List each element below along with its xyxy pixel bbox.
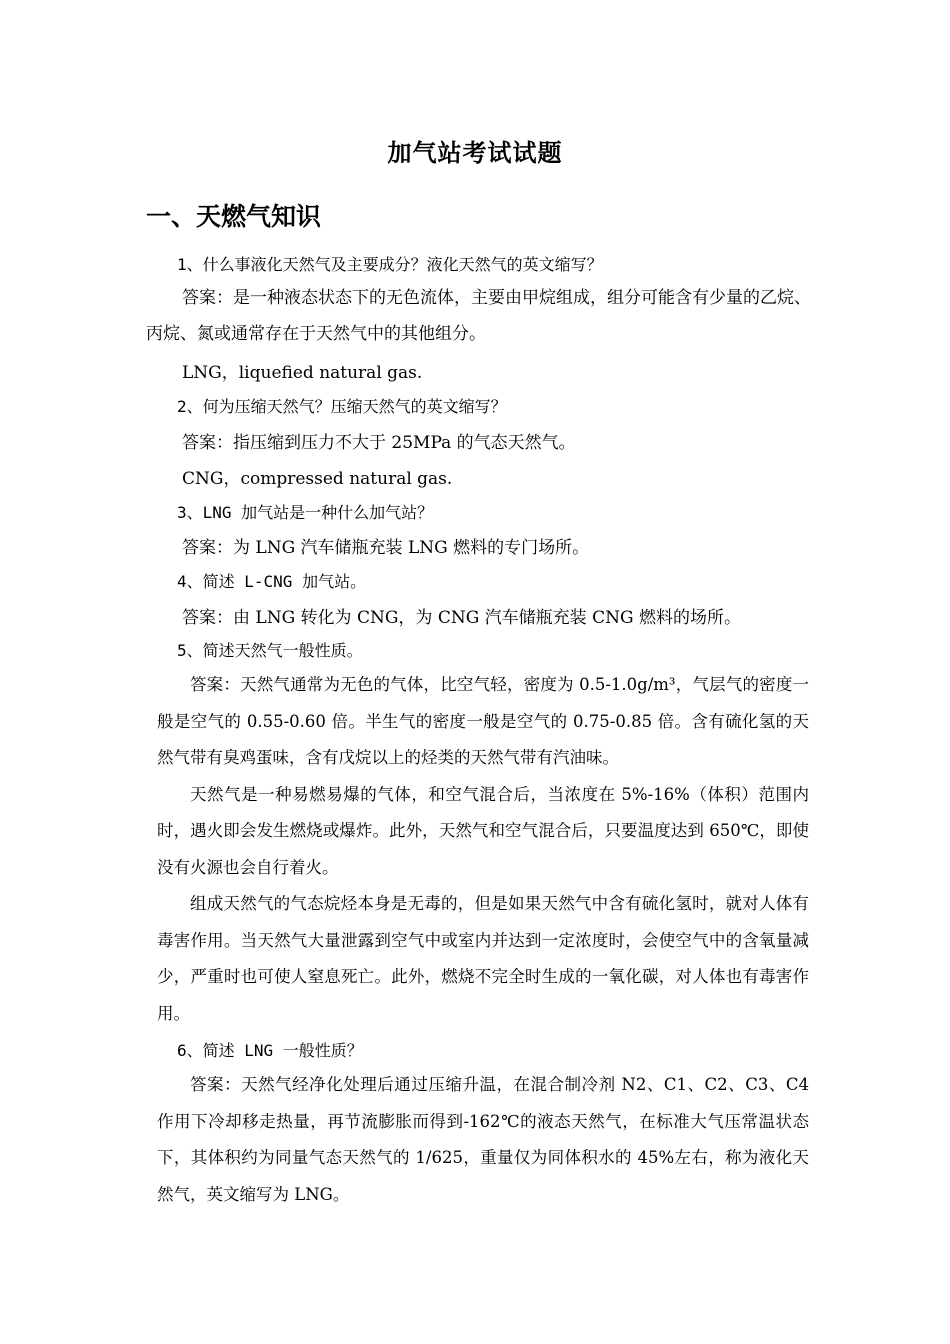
question-2: 2、何为压缩天然气？压缩天然气的英文缩写？	[177, 397, 507, 416]
question-1: 1、什么事液化天然气及主要成分？液化天然气的英文缩写？	[177, 255, 603, 274]
answer-2-english: CNG，compressed natural gas.	[182, 469, 453, 489]
answer-5-paragraph-3: 组成天然气的气态烷烃本身是无毒的，但是如果天然气中含有硫化氢时，就对人体有毒害作用。当天然气大量泄露到空气中或室内并达到一定浓度时，会使空气中的含氧量减少，严重时也可使人窒息死亡。此外，燃烧不完全时生成的一氧化碳，对人体也有毒害作用。	[157, 894, 809, 1023]
answer-1-english: LNG，liquefied natural gas.	[182, 363, 423, 383]
answer-1	[146, 280, 814, 352]
answer-5-paragraph-2: 天然气是一种易燃易爆的气体，和空气混合后，当浓度在 5%-16%（体积）范围内时，遇火即会发生燃烧或爆炸。此外，天然气和空气混合后，只要温度达到 650℃，即使没有火源也会自行着火。	[157, 784, 809, 877]
answer-5	[157, 667, 809, 1032]
answer-6	[157, 1067, 809, 1213]
question-6: 6、简述 LNG 一般性质？	[177, 1041, 363, 1060]
answer-1-text: 答案：是一种液态状态下的无色流体，主要由甲烷组成，组分可能含有少量的乙烷、丙烷、氮或通常存在于天然气中的其他组分。	[146, 288, 811, 344]
answer-5-paragraph-1: 答案：天然气通常为无色的气体，比空气轻，密度为 0.5-1.0g/m³，气层气的密度一般是空气的 0.55-0.60 倍。半生气的密度一般是空气的 0.75-0.85 倍。含有硫化氢的天然气带有臭鸡蛋味，含有戊烷以上的烃类的天然气带有汽油味。	[157, 675, 809, 767]
section-heading: 一、天燃气知识	[146, 202, 322, 231]
question-4: 4、简述 L-CNG 加气站。	[177, 572, 367, 591]
answer-2: 答案：指压缩到压力不大于 25MPa 的气态天然气。	[182, 433, 576, 453]
answer-3: 答案：为 LNG 汽车储瓶充装 LNG 燃料的专门场所。	[182, 538, 590, 558]
question-3: 3、LNG 加气站是一种什么加气站？	[177, 503, 434, 522]
answer-6-text: 答案：天然气经净化处理后通过压缩升温，在混合制冷剂 N2、C1、C2、C3、C4 作用下冷却移走热量，再节流膨胀而得到-162℃的液态天然气，在标准大气压常温状态下，其体积约为同量气态天然气的 1/625，重量仅为同体积水的 45%左右，称为液化天然气，英文缩写为 LNG。	[157, 1075, 809, 1204]
question-5: 5、简述天然气一般性质。	[177, 641, 363, 660]
document-title: 加气站考试试题	[387, 139, 563, 167]
answer-4: 答案：由 LNG 转化为 CNG，为 CNG 汽车储瓶充装 CNG 燃料的场所。	[182, 608, 741, 628]
